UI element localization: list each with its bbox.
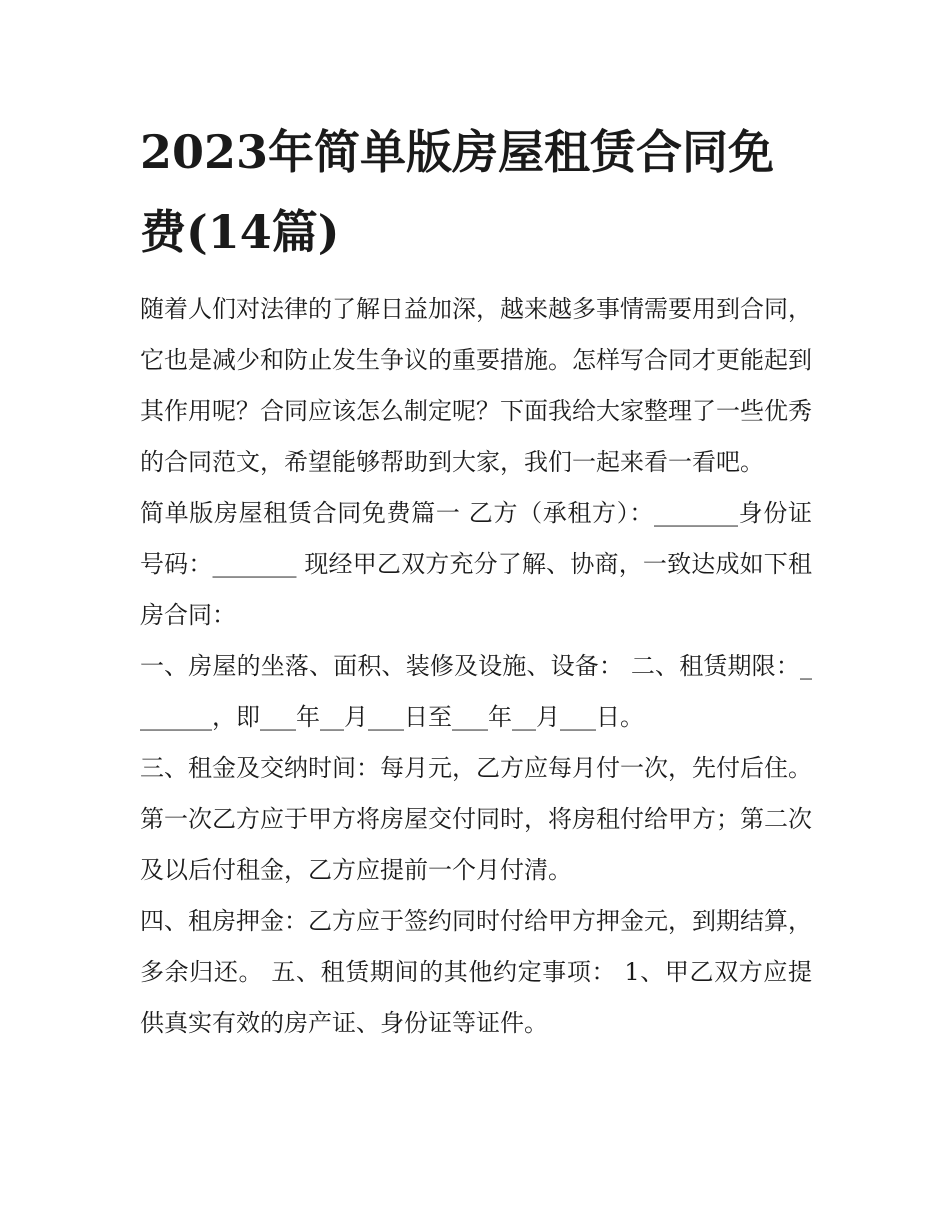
contract-header-paragraph: 简单版房屋租赁合同免费篇一 乙方（承租方）：_______身份证号码：_______ 现经甲乙双方充分了解、协商，一致达成如下租房合同： — [140, 499, 812, 629]
document-page — [140, 112, 812, 1049]
clause-deposit-other: 四、租房押金：乙方应于签约同时付给甲方押金元，到期结算，多余归还。 五、租赁期间的其他约定事项： 1、甲乙双方应提供真实有效的房产证、身份证等证件。 — [140, 907, 812, 1037]
clause-rent-payment: 三、租金及交纳时间：每月元，乙方应每月付一次，先付后住。第一次乙方应于甲方将房屋交付同时，将房租付给甲方；第二次及以后付租金，乙方应提前一个月付清。 — [140, 754, 812, 884]
document-title: 2023年简单版房屋租赁合同免费(14篇) — [140, 125, 775, 259]
clause-premises-term: 一、房屋的坐落、面积、装修及设施、设备： 二、租赁期限：_______，即___年__月___日至___年__月___日。 — [140, 652, 812, 731]
intro-paragraph: 随着人们对法律的了解日益加深，越来越多事情需要用到合同，它也是减少和防止发生争议的重要措施。怎样写合同才更能起到其作用呢？合同应该怎么制定呢？下面我给大家整理了一些优秀的合同范文，希望能够帮助到大家，我们一起来看一看吧。 — [140, 295, 812, 476]
